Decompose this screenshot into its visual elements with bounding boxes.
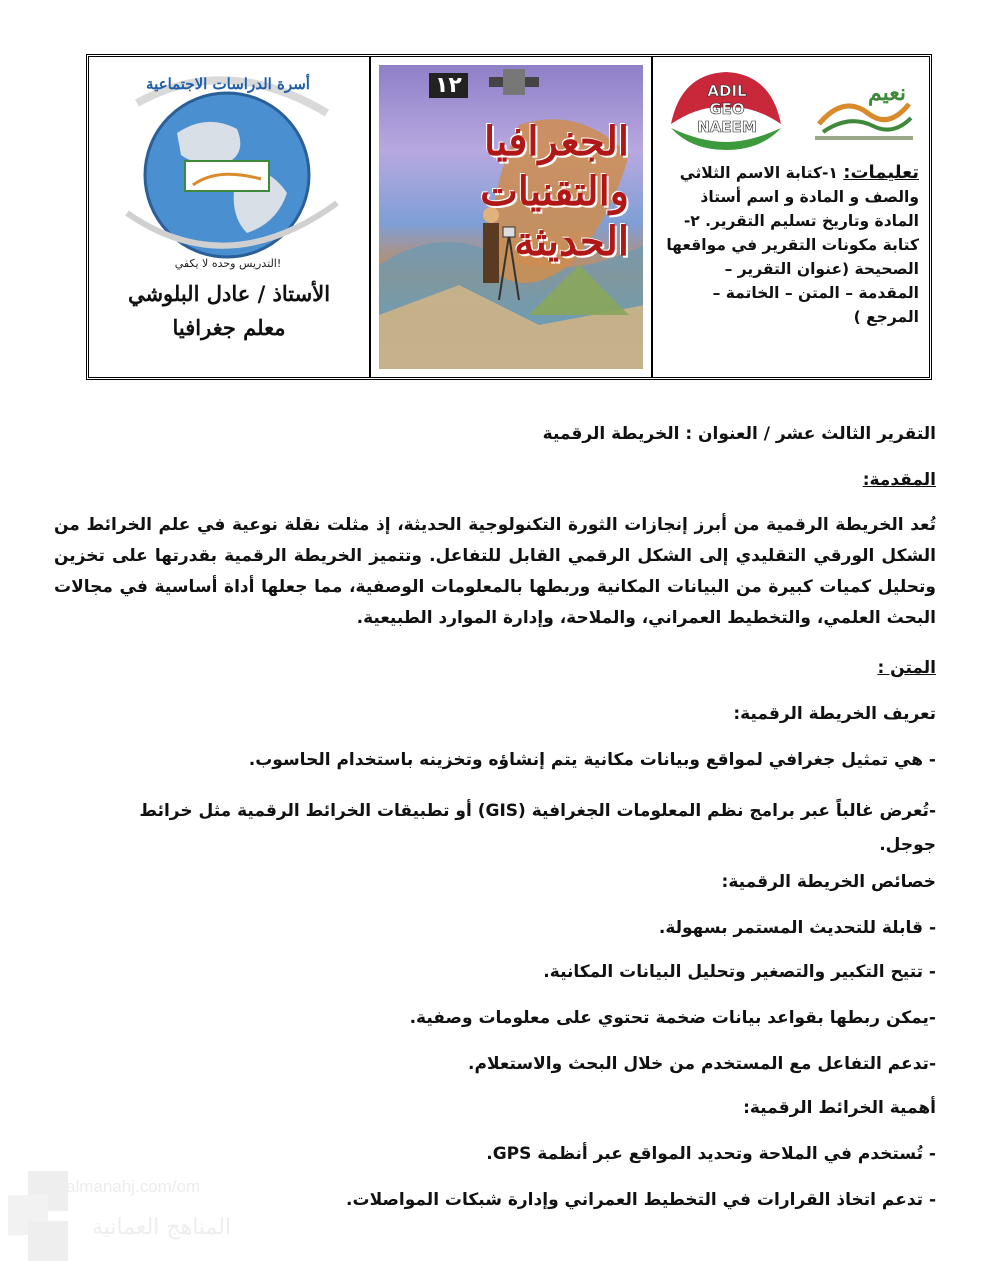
watermark	[0, 1165, 240, 1265]
intro-heading: المقدمة:	[862, 470, 936, 490]
body-heading: المتن :	[877, 658, 936, 678]
features-item: - قابلة للتحديث المستمر بسهولة.	[658, 918, 936, 938]
importance-item: - تُستخدم في الملاحة وتحديد المواقع عبر أنظمة GPS.	[486, 1144, 936, 1164]
adil-logo-line2: GEO	[709, 100, 745, 118]
book-title	[480, 117, 629, 267]
adil-logo-line1: ADIL	[707, 82, 747, 100]
importance-item: - تدعم اتخاذ القرارات في التخطيط العمراني وإدارة شبكات المواصلات.	[346, 1190, 936, 1210]
naeem-logo	[809, 74, 919, 144]
adil-logo-line3: NAEEM	[697, 118, 757, 136]
definition-item: - هي تمثيل جغرافي لمواقع وبيانات مكانية يتم إنشاؤه وتخزينه باستخدام الحاسوب.	[248, 750, 936, 770]
features-item: - تتيح التكبير والتصغير وتحليل البيانات المكانية.	[543, 962, 936, 982]
features-item: -يمكن ربطها بقواعد بيانات ضخمة تحتوي على معلومات وصفية.	[409, 1008, 936, 1028]
definition-item: -تُعرض غالباً عبر برامج نظم المعلومات الجغرافية (GIS) أو تطبيقات الخرائط الرقمية مثل خرائط جوجل.	[139, 801, 936, 855]
naeem-logo-text: نعيم	[867, 80, 907, 106]
book-cover-cell	[369, 57, 651, 377]
social-studies-logo	[97, 63, 361, 273]
features-item: -تدعم التفاعل مع المستخدم من خلال البحث والاستعلام.	[468, 1054, 936, 1074]
book-title-line2: والتقنيات	[480, 168, 629, 215]
instructions-cell	[651, 57, 929, 377]
importance-heading: أهمية الخرائط الرقمية:	[743, 1098, 936, 1118]
instructions-text	[661, 161, 919, 329]
globe-caption-text: التدريس وحده لا يكفي!	[174, 257, 282, 270]
instructions-body: ١-كتابة الاسم الثلاثي والصف و المادة و اسم أستاذ المادة وتاريخ تسليم التقرير. ٢- كتابة مكونات التقرير في مواقعها الصحيحة (عنوان التقرير – المقدمة – المتن – الخاتمة – المرجع )	[666, 164, 919, 326]
teacher-name: الأستاذ / عادل البلوشي	[127, 281, 331, 306]
book-cover-image	[379, 65, 643, 369]
watermark-name: المناهج العمانية	[92, 1215, 232, 1240]
watermark-url: almanahj.com/om	[66, 1177, 201, 1196]
logos-row	[661, 63, 919, 155]
intro-paragraph: تُعد الخريطة الرقمية من أبرز إنجازات الثورة التكنولوجية الحديثة، إذ مثلت نقلة نوعية في علم الخرائط من الشكل الورقي التقليدي إلى الشكل الرقمي القابل للتفاعل. وتتميز الخريطة الرقمية بقدرتها على تخزين وتحليل كميات كبيرة من البيانات المكانية وربطها بالمعلومات الوصفية، مما جعلها أداة أساسية في مجالات البحث العلمي، والتخطيط العمراني، والملاحة، وإدارة الموارد الطبيعية.	[54, 515, 936, 628]
teacher-cell	[89, 57, 369, 377]
book-title-line3: الحديثة	[514, 218, 629, 265]
definition-heading: تعريف الخريطة الرقمية:	[733, 704, 936, 724]
globe-banner-text: أسرة الدراسات الاجتماعية	[146, 75, 310, 93]
features-heading: خصائص الخريطة الرقمية:	[721, 872, 936, 892]
book-title-line1: الجغرافيا	[484, 118, 629, 165]
instructions-label: تعليمات:	[843, 162, 919, 183]
grade-number: ١٢	[429, 73, 468, 98]
teacher-subject: معلم جغرافيا	[172, 315, 286, 340]
report-title-line: التقرير الثالث عشر / العنوان : الخريطة الرقمية	[542, 424, 936, 444]
adil-geo-logo	[661, 64, 791, 154]
header-table	[86, 54, 932, 380]
teacher-name-block	[97, 277, 361, 345]
